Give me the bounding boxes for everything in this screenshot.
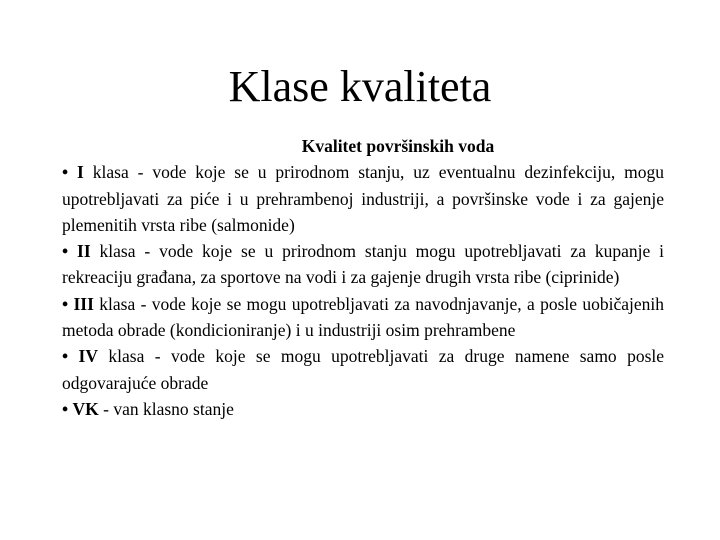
list-item-class-vk [62,396,664,422]
class-description: klasa - vode koje se mogu upotrebljavati za druge namene samo posle odgovarajuće obrade [62,346,665,393]
class-description: klasa - vode koje se u prirodnom stanju mogu upotrebljavati za kupanje i rekreaciju građana, za sportove na vodi i za gajenje drugih vrsta ribe (ciprinide) [62,241,664,288]
bullet-icon: • [62,162,69,183]
bullet-icon: • [62,293,69,314]
class-label: III [73,293,94,314]
class-description: klasa - vode koje se u prirodnom stanju, uz eventualnu dezinfekciju, mogu upotrebljavati za piće i u prehrambenoj industriji, a površinske vode i za gajenje plemenitih vrsta ribe (salmonide) [62,162,664,235]
class-description: - van klasno stanje [103,398,234,419]
class-label: I [77,162,84,183]
class-label: IV [78,346,98,367]
slide-title: Klase kvaliteta [228,62,492,111]
class-description: klasa - vode koje se mogu upotrebljavati za navodnjavanje, a posle uobičajenih metoda obrade (kondicioniranje) i u industriji osim prehrambene [62,293,665,341]
slide-content [62,133,664,422]
list-item-class-1 [62,159,664,238]
list-item-class-3 [62,291,664,344]
class-label: VK [72,398,99,419]
list-item-class-4 [62,343,664,396]
content-subtitle: Kvalitet površinskih voda [301,136,495,156]
bullet-icon: • [62,398,69,419]
bullet-icon: • [62,346,69,367]
list-item-class-2 [62,238,664,291]
class-label: II [77,241,91,262]
bullet-icon: • [62,241,69,262]
